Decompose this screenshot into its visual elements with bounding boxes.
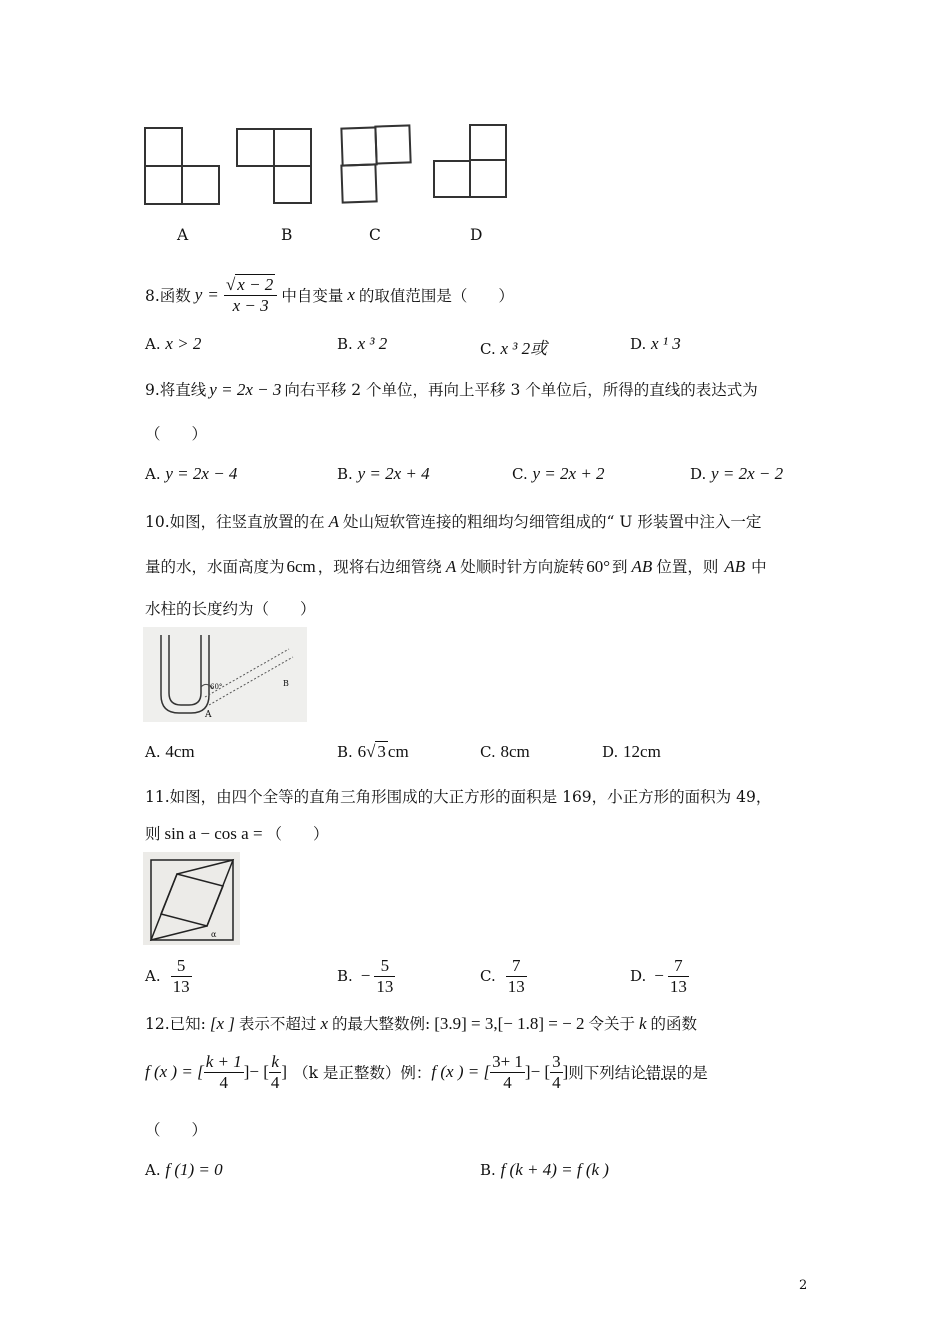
q8-option-a [145,334,201,354]
q12-note: （k 是正整数）例： [293,1064,432,1082]
q10-option-c [480,742,530,762]
square-figure [143,852,240,945]
q11-line2 [145,822,329,844]
q11-option-b-frac [374,956,395,996]
q10-ab: AB [631,557,653,576]
q12-fx: f (x ) = [ [145,1062,204,1081]
q12-frac-4-num: 3 [552,1051,561,1071]
q10-line2 [145,555,767,577]
q10-line1 [145,510,761,532]
net-label-d: D [470,226,483,244]
q11-line2-a: 则 [145,825,161,843]
q10-line2-c: 处顺时针方向旋转 [460,558,585,576]
question-9 [145,378,758,400]
q9-suffix: 向右平移 2 个单位，再向上平移 3 个单位后，所得的直线的表达式为 [284,381,758,399]
q12-frac-1 [204,1052,244,1092]
q12-option-b-label: B. [480,1161,496,1179]
q12-tail-emphasis: 错误 [645,1064,677,1082]
q11-option-d-num: 7 [668,956,689,977]
q12-mid: ]− [ [243,1062,269,1081]
q12-frac-2-num: k [269,1052,282,1073]
page-number: 2 [799,1278,808,1293]
q12-frac-2 [269,1052,282,1092]
q10-option-a [145,742,195,762]
q12-frac-3 [490,1052,525,1092]
q9-option-a-label: A. [145,465,161,483]
q11-option-c-label: C. [480,967,496,985]
net-figure-a [0,0,950,240]
square-drawing [143,852,240,945]
q9-prefix: 9.将直线 [145,381,207,399]
q12-mid-2: ]− [ [524,1062,551,1081]
q8-option-a-text: x > 2 [165,334,202,353]
q11-option-c-frac [506,956,527,996]
q10-option-a-label: A. [145,743,161,761]
q9-expr: y = 2x − 3 [209,380,282,399]
q8-option-d-text: x ¹ 3 [651,334,681,353]
q10-line2-e: 位置，则 [656,558,719,576]
q12-line1-a: 12.已知: [145,1015,206,1033]
q10-line3: 水柱的长度约为（ ） [145,600,316,618]
q12-paren: （ ） [145,1121,208,1139]
q8-option-c [480,334,547,359]
q9-option-d-text: y = 2x − 2 [711,464,784,483]
q8-suffix2: 的取值范围是（ ） [358,287,514,305]
q10-option-b-text: 6√ 3 cm [357,742,409,761]
q12-tail2: 的是 [676,1064,708,1082]
q8-option-b [337,334,387,354]
q11-option-a-den: 13 [172,976,190,996]
q11-option-c-num: 7 [506,956,527,977]
q11-option-a-frac [171,956,192,996]
q8-y: y [194,285,203,304]
q10-option-b-label: B. [337,743,353,761]
q11-option-c-den: 13 [507,976,525,996]
q10-option-b [337,742,409,762]
q12-x: x [320,1014,328,1033]
q11-option-b-sign: − [360,966,371,985]
q12-frac-3-num: 3+ 1 [492,1051,523,1071]
q12-frac-4-den: 4 [552,1072,561,1092]
q9-option-d-label: D. [690,465,707,483]
q11-option-d-label: D. [630,967,647,985]
q9-option-c-text: y = 2x + 2 [532,464,605,483]
q9-option-c [512,464,605,484]
q8-radicand: x − 2 [237,274,274,294]
question-8 [145,267,514,323]
q12-line1 [145,1012,697,1034]
q12-option-b-text: f (k + 4) = f (k ) [500,1160,609,1179]
q10-option-d-text: 12cm [623,742,661,761]
q10-option-b-coef: 6 [357,742,367,761]
q12-option-a-text: f (1) = 0 [165,1160,223,1179]
q9-paren: （ ） [145,425,208,443]
q8-option-c-label: C. [480,340,496,358]
q9-option-a-text: y = 2x − 4 [165,464,238,483]
q8-denominator: x − 3 [232,295,269,315]
q12-example: [3.9] = 3,[− 1.8] = − 2 [434,1014,585,1033]
q8-var: x [347,285,355,304]
q9-option-b-text: y = 2x + 4 [357,464,430,483]
q10-angle: 60° [586,557,611,576]
net-label-c: C [369,226,381,244]
q12-line1-e: 令关于 [588,1015,635,1033]
net-label-a: A [177,226,189,244]
q12-k: k [638,1014,647,1033]
q12-line1-b: 表示 [238,1015,270,1033]
square-alpha-label: α [211,930,217,939]
q8-option-a-label: A. [145,335,161,353]
q12-line1-c: 不超过 [269,1015,317,1033]
q11-option-b-label: B. [337,967,353,985]
q12-close: ] [281,1062,288,1081]
q10-ab-2: AB [724,557,746,576]
q11-line1: 11.如图，由四个全等的直角三角形围成的大正方形的面积是 169，小正方形的面积为 49， [145,788,772,806]
u-tube-angle-label: 60° [210,683,223,691]
q11-option-d-frac [668,956,689,996]
u-tube-label-b: B [283,679,289,688]
q8-suffix: 中自变量 [281,287,344,305]
q12-frac-1-num: k + 1 [205,1051,242,1071]
q11-option-a-num: 5 [171,956,192,977]
u-tube-label-a: A [205,710,212,720]
q8-numerator: √ x − 2 [224,275,277,296]
q10-option-b-radicand: 3 [377,742,386,761]
q12-option-b [480,1160,609,1180]
q10-line1-text: 10.如图，往竖直放置的在 [145,513,325,531]
q12-option-a [145,1160,223,1180]
q10-height: 6cm [286,557,316,576]
q8-option-d [630,334,681,354]
q9-option-b-label: B. [337,465,353,483]
q8-eq: = [208,285,218,304]
u-tube-drawing [143,627,307,722]
q12-frac-3-den: 4 [503,1072,512,1092]
q12-option-a-label: A. [145,1161,161,1179]
q10-line1-text-b: 处山短软管连接的粗细均匀细管组成的“ U 形装置中注入一定 [343,513,762,531]
u-tube-figure [143,627,307,722]
q12-close-2: ] [562,1062,569,1081]
q8-option-d-label: D. [630,335,647,353]
q11-paren: （ ） [266,825,329,843]
q8-option-c-text: x ³ 2或 [500,339,548,358]
q11-option-b-den: 13 [376,976,394,996]
q10-option-d [602,742,661,762]
q10-point-a-2: A [445,557,457,576]
net-label-b: B [281,226,293,244]
q11-option-b [337,952,395,1000]
q10-point-a: A [328,512,340,531]
q10-line2-a: 量的水，水面高度为 [145,558,285,576]
q10-option-c-label: C. [480,743,496,761]
q10-option-b-unit: cm [387,742,409,761]
q12-line1-f: 的函数 [650,1015,698,1033]
q10-line2-b: ，现将右边细管绕 [317,558,442,576]
q11-option-d-sign: − [654,966,664,985]
q10-option-c-text: 8cm [500,742,530,761]
q12-bx: [x ] [209,1014,235,1033]
q11-option-a [145,952,192,1000]
q12-frac-2-den: 4 [270,1072,280,1092]
q11-option-d [630,952,689,1000]
q12-frac-4 [550,1052,563,1092]
q12-tail: 则下列结论 [568,1064,646,1082]
q11-expr: sin a − cos a = [164,824,263,843]
q12-fx2: f (x ) = [ [431,1062,491,1081]
q9-option-b [337,464,430,484]
q8-prefix: 8.函数 [145,287,191,305]
q11-option-d-den: 13 [669,976,687,996]
q11-option-a-label: A. [145,967,161,985]
q10-line2-f: 中 [751,558,767,576]
q8-fraction [224,275,277,315]
q12-line1-d: 的最大整数例: [331,1015,431,1033]
q10-line2-d: 到 [612,558,628,576]
q9-option-d [690,464,783,484]
q8-option-b-label: B. [337,335,353,353]
q10-option-a-text: 4cm [165,742,195,761]
q8-option-b-text: x ³ 2 [357,334,388,353]
q9-option-c-label: C. [512,465,528,483]
q12-line2 [145,1047,708,1097]
q9-option-a [145,464,237,484]
q12-frac-1-den: 4 [219,1072,228,1092]
q11-option-b-num: 5 [374,956,395,977]
q11-option-c [480,952,527,1000]
q10-option-d-label: D. [602,743,619,761]
